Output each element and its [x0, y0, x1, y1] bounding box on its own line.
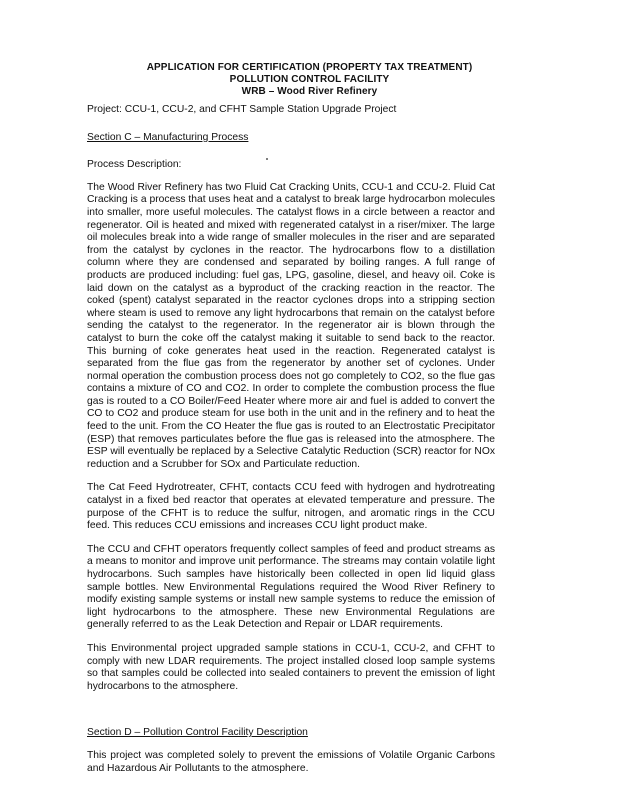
- paragraph-fcc-process: The Wood River Refinery has two Fluid Cat Cracking Units, CCU-1 and CCU-2. Fluid Cat Cracking is a process that uses heat and a catalyst to break large hydrocarbon molecules into smaller, more useful molecules. The catalyst flows in a circle between a reactor and regenerator. Oil is heated and mixed with regenerated catalyst in a riser/mixer. The large oil molecules break into a wide range of smaller molecules in the riser and are separated from the catalyst by cyclones in the reactor. The hydrocarbons flow to a distillation column where they are condensed and separated by boiling ranges. A full range of products are produced including: fuel gas, LPG, gasoline, diesel, and heavy oil. Coke is laid down on the catalyst as a byproduct of the cracking reaction in the reactor. The coked (spent) catalyst separated in the reactor cyclones drops into a stripping section where steam is used to remove any light hydrocarbons that remain on the catalyst before sending the catalyst to the regenerator. In the regenerator air is blown through the catalyst to burn the coke off the catalyst making it suitable to send back to the reactor. This burning of coke generates heat used in the reaction. Regenerated catalyst is separated from the flue gas from the regenerator by another set of cyclones. Under normal operation the combustion process does not go completely to CO2, so the flue gas contains a mixture of CO and CO2. In order to complete the combustion process the flue gas is routed to a CO Boiler/Feed Heater where more air and fuel is added to convert the CO to CO2 and produce steam for use both in the unit and in the refinery and to heat the feed to the unit. From the CO Heater the flue gas is routed to an Electrostatic Precipitator (ESP) that removes particulates before the flue gas is released into the atmosphere. The ESP will eventually be replaced by a Selective Catalytic Reduction (SCR) reactor for NOx reduction and a Scrubber for SOx and Particulate reduction.: [87, 181, 495, 470]
- process-description-label: Process Description:: [87, 159, 182, 171]
- header-subtitle: POLLUTION CONTROL FACILITY: [229, 74, 390, 85]
- document-header: [0, 62, 619, 98]
- paragraph-ldar-project: This Environmental project upgraded sample stations in CCU-1, CCU-2, and CFHT to comply with new LDAR requirements. The project installed closed loop sample systems so that samples could be collected into sealed containers to prevent the emission of light hydrocarbons to the atmosphere.: [87, 642, 495, 692]
- header-title: APPLICATION FOR CERTIFICATION (PROPERTY TAX TREATMENT): [146, 62, 473, 73]
- header-facility: WRB – Wood River Refinery: [241, 86, 378, 97]
- document-body: [87, 104, 495, 775]
- paragraph-pollution-control: This project was completed solely to prevent the emissions of Volatile Organic Carbons and Hazardous Air Pollutants to the atmosphere.: [87, 749, 495, 774]
- section-c-heading: Section C – Manufacturing Process: [87, 131, 249, 143]
- paragraph-cfht: The Cat Feed Hydrotreater, CFHT, contacts CCU feed with hydrogen and hydrotreating catalyst in a fixed bed reactor that operates at elevated temperature and pressure. The purpose of the CFHT is to reduce the sulfur, nitrogen, and aromatic rings in the CCU feed. This reduces CCU emissions and increases CCU light product make.: [87, 482, 495, 532]
- project-title: Project: CCU-1, CCU-2, and CFHT Sample Station Upgrade Project: [87, 104, 397, 115]
- section-d-heading: Section D – Pollution Control Facility Description: [87, 727, 308, 739]
- paragraph-sampling: The CCU and CFHT operators frequently collect samples of feed and product streams as a means to monitor and improve unit performance. The streams may contain volatile light hydrocarbons. Such samples have historically been collected in open lid liquid glass sample bottles. New Environmental Regulations required the Wood River Refinery to modify existing sample systems or install new sample systems to reduce the emission of light hydrocarbons to the atmosphere. These new Environmental Regulations are generally referred to as the Leak Detection and Repair or LDAR requirements.: [87, 543, 495, 631]
